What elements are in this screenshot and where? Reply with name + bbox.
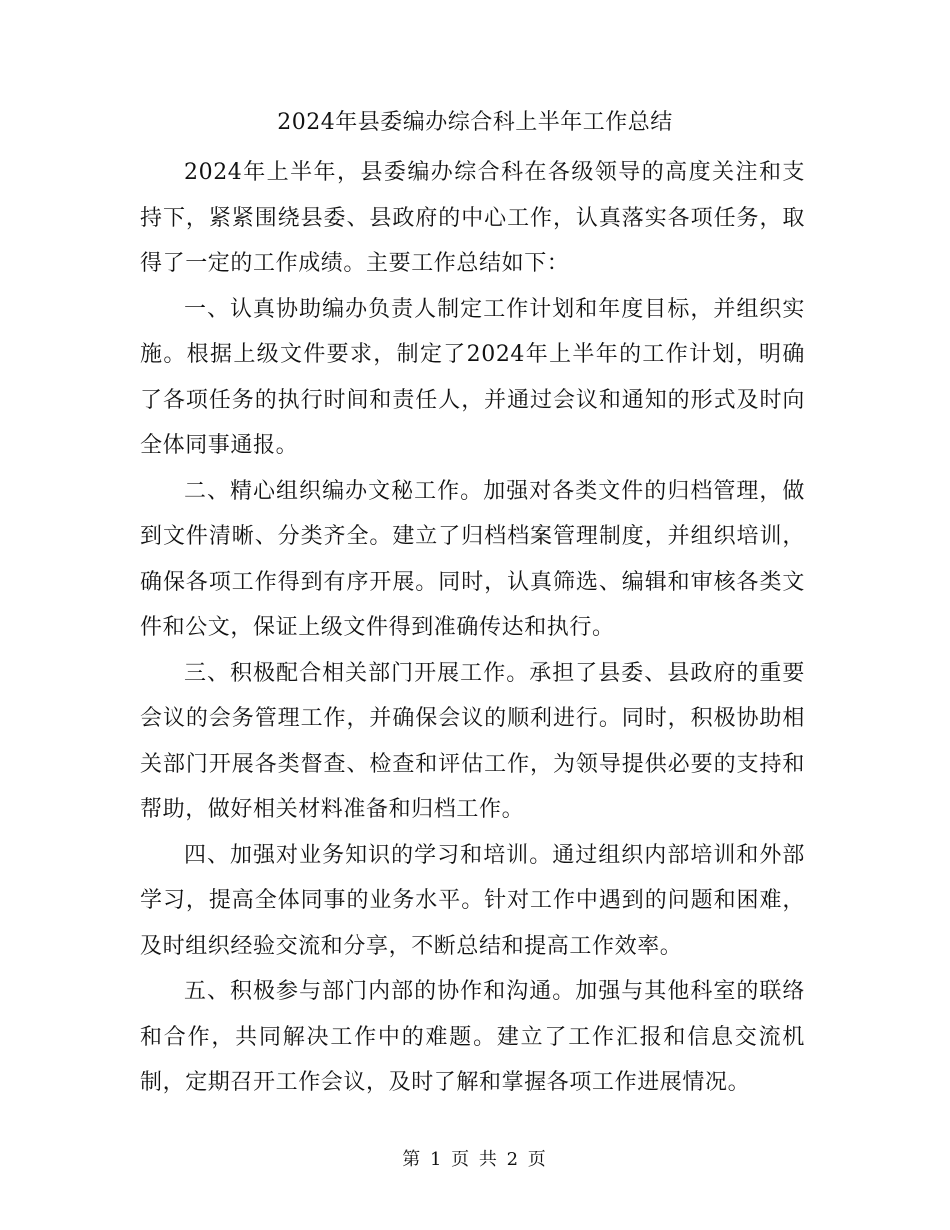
paragraph-intro: 2024年上半年，县委编办综合科在各级领导的高度关注和支持下，紧紧围绕县委、县政府的中心工作，认真落实各项任务，取得了一定的工作成绩。主要工作总结如下： [140,160,805,276]
document-title: 2024年县委编办综合科上半年工作总结 [277,110,673,135]
page-number-footer: 第 1 页 共 2 页 [402,1149,548,1170]
paragraph-item-2: 二、精心组织编办文秘工作。加强对各类文件的归档管理，做到文件清晰、分类齐全。建立了归档档案管理制度，并组织培训，确保各项工作得到有序开展。同时，认真筛选、编辑和审核各类文件和公文，保证上级文件得到准确传达和执行。 [140,478,805,640]
document-body [140,150,805,1106]
paragraph-item-3: 三、积极配合相关部门开展工作。承担了县委、县政府的重要会议的会务管理工作，并确保会议的顺利进行。同时，积极协助相关部门开展各类督查、检查和评估工作，为领导提供必要的支持和帮助，做好相关材料准备和归档工作。 [140,660,805,822]
paragraph-item-1: 一、认真协助编办负责人制定工作计划和年度目标，并组织实施。根据上级文件要求，制定了2024年上半年的工作计划，明确了各项任务的执行时间和责任人，并通过会议和通知的形式及时向全体同事通报。 [140,296,805,458]
paragraph-item-5: 五、积极参与部门内部的协作和沟通。加强与其他科室的联络和合作，共同解决工作中的难题。建立了工作汇报和信息交流机制，定期召开工作会议，及时了解和掌握各项工作进展情况。 [140,979,805,1095]
paragraph-item-4: 四、加强对业务知识的学习和培训。通过组织内部培训和外部学习，提高全体同事的业务水平。针对工作中遇到的问题和困难，及时组织经验交流和分享，不断总结和提高工作效率。 [140,842,805,959]
